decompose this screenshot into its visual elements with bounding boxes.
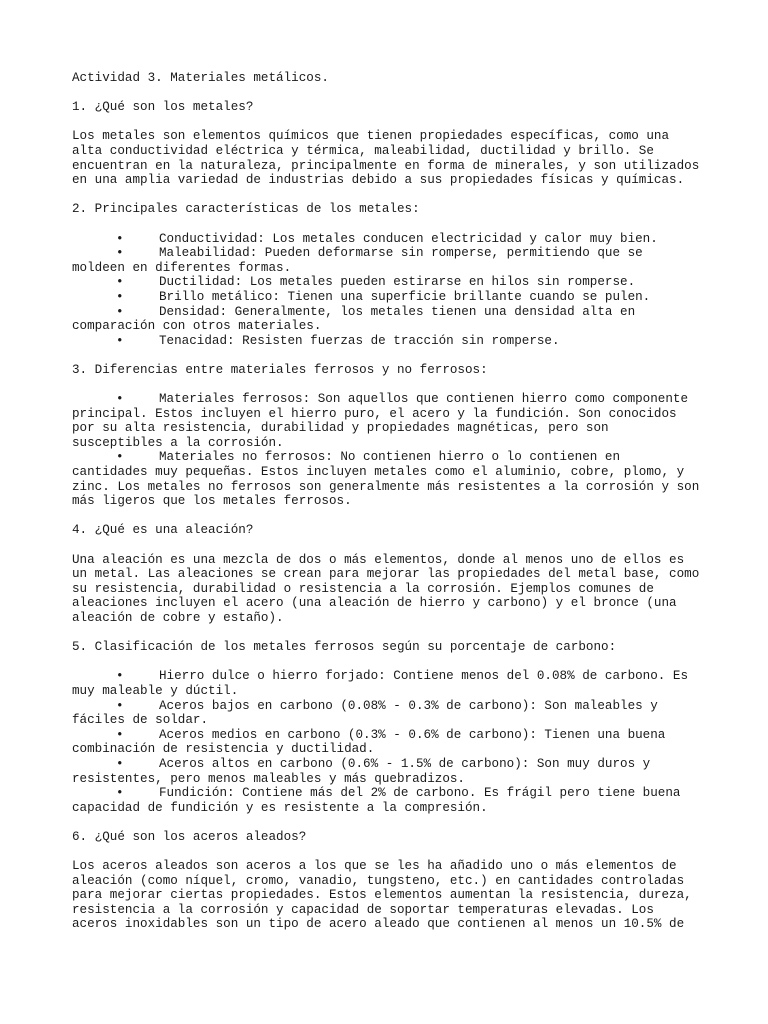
section-heading: 4. ¿Qué es una aleación? xyxy=(72,523,254,538)
bullet-continuation: principal. Estos incluyen el hierro puro, el acero y la fundición. Son conocidos xyxy=(72,406,677,421)
section-4 xyxy=(72,523,708,640)
bullet-continuation: muy maleable y dúctil. xyxy=(72,683,239,698)
bullet-item xyxy=(72,246,708,261)
bullet-icon: • xyxy=(116,669,124,684)
bullet-continuation: resistentes, pero menos maleables y más quebradizos. xyxy=(72,771,465,786)
paragraph-line: aleación de cobre y estaño). xyxy=(72,610,284,625)
bullet-item xyxy=(72,334,708,349)
paragraph-line: encuentran en la naturaleza, principalmente en forma de minerales, y son utilizados xyxy=(72,158,700,173)
bullet-icon: • xyxy=(116,392,124,407)
bullet-continuation: susceptibles a la corrosión. xyxy=(72,435,284,450)
bullet-continuation: combinación de resistencia y ductilidad. xyxy=(72,742,375,757)
bullet-text: Fundición: Contiene más del 2% de carbono. Es frágil pero tiene buena xyxy=(159,786,681,801)
paragraph-line: alta conductividad eléctrica y térmica, maleabilidad, ductilidad y brillo. Se xyxy=(72,143,654,158)
bullet-continuation: comparación con otros materiales. xyxy=(72,319,322,334)
bullet-icon: • xyxy=(116,246,124,261)
bullet-text: Tenacidad: Resisten fuerzas de tracción sin romperse. xyxy=(159,333,560,348)
bullet-item xyxy=(72,232,708,247)
bullet-item xyxy=(72,450,708,465)
paragraph-line: un metal. Las aleaciones se crean para mejorar las propiedades del metal base, como xyxy=(72,567,700,582)
document-title: Actividad 3. Materiales metálicos. xyxy=(72,71,329,85)
paragraph-line: en una amplia variedad de industrias debido a sus propiedades físicas y químicas. xyxy=(72,173,685,188)
bullet-continuation: más ligeros que los metales ferrosos. xyxy=(72,494,352,509)
paragraph-line: resistencia a la corrosión y capacidad de soportar temperaturas elevadas. Los xyxy=(72,902,654,917)
bullet-icon: • xyxy=(116,756,124,771)
section-3 xyxy=(72,363,708,524)
paragraph-line: aceros inoxidables son un tipo de acero aleado que contienen al menos un 10.5% de xyxy=(72,917,685,932)
section-heading: 1. ¿Qué son los metales? xyxy=(72,100,254,115)
bullet-icon: • xyxy=(116,450,124,465)
bullet-text: Hierro dulce o hierro forjado: Contiene menos del 0.08% de carbono. Es xyxy=(159,669,689,684)
bullet-item xyxy=(72,728,708,743)
paragraph-line: aleación (como níquel, cromo, vanadio, tungsteno, etc.) en cantidades controladas xyxy=(72,873,685,888)
section-heading: 6. ¿Qué son los aceros aleados? xyxy=(72,829,307,844)
paragraph-line: Una aleación es una mezcla de dos o más elementos, donde al menos uno de ellos es xyxy=(72,552,685,567)
bullet-text: Materiales no ferrosos: No contienen hierro o lo contienen en xyxy=(159,450,621,465)
section-heading: 5. Clasificación de los metales ferrosos según su porcentaje de carbono: xyxy=(72,640,617,655)
bullet-item xyxy=(72,290,708,305)
bullet-text: Conductividad: Los metales conducen electricidad y calor muy bien. xyxy=(159,231,658,246)
paragraph-line: para mejorar ciertas propiedades. Estos elementos aumentan la resistencia, dureza, xyxy=(72,888,692,903)
bullet-continuation: por su alta resistencia, durabilidad y propiedades magnéticas, pero son xyxy=(72,421,609,436)
bullet-text: Materiales ferrosos: Son aquellos que contienen hierro como componente xyxy=(159,392,689,407)
bullet-text: Aceros altos en carbono (0.6% - 1.5% de carbono): Son muy duros y xyxy=(159,756,651,771)
section-6 xyxy=(72,830,708,932)
bullet-text: Ductilidad: Los metales pueden estirarse en hilos sin romperse. xyxy=(159,275,636,290)
bullet-text: Aceros medios en carbono (0.3% - 0.6% de carbono): Tienen una buena xyxy=(159,727,666,742)
bullet-item xyxy=(72,699,708,714)
paragraph-line: aleaciones incluyen el acero (una aleación de hierro y carbono) y el bronce (una xyxy=(72,596,677,611)
bullet-item xyxy=(72,786,708,801)
bullet-icon: • xyxy=(116,786,124,801)
bullet-text: Densidad: Generalmente, los metales tienen una densidad alta en xyxy=(159,304,636,319)
section-heading: 3. Diferencias entre materiales ferrosos y no ferrosos: xyxy=(72,362,488,377)
bullet-continuation: moldeen en diferentes formas. xyxy=(72,260,292,275)
bullet-continuation: fáciles de soldar. xyxy=(72,713,209,728)
bullet-continuation: zinc. Los metales no ferrosos son generalmente más resistentes a la corrosión y son xyxy=(72,479,700,494)
bullet-item xyxy=(72,392,708,407)
bullet-text: Maleabilidad: Pueden deformarse sin romperse, permitiendo que se xyxy=(159,246,643,261)
section-1 xyxy=(72,100,708,202)
bullet-icon: • xyxy=(116,727,124,742)
bullet-icon: • xyxy=(116,231,124,246)
section-heading: 2. Principales características de los metales: xyxy=(72,202,420,217)
bullet-item xyxy=(72,275,708,290)
paragraph-line: su resistencia, durabilidad o resistencia a la corrosión. Ejemplos comunes de xyxy=(72,581,654,596)
bullet-icon: • xyxy=(116,275,124,290)
bullet-continuation: cantidades muy pequeñas. Estos incluyen metales como el aluminio, cobre, plomo, y xyxy=(72,465,685,480)
bullet-icon: • xyxy=(116,333,124,348)
bullet-icon: • xyxy=(116,698,124,713)
paragraph-line: Los metales son elementos químicos que tienen propiedades específicas, como una xyxy=(72,129,670,144)
bullet-continuation: capacidad de fundición y es resistente a la compresión. xyxy=(72,800,488,815)
bullet-icon: • xyxy=(116,289,124,304)
bullet-text: Brillo metálico: Tienen una superficie brillante cuando se pulen. xyxy=(159,289,651,304)
bullet-item xyxy=(72,305,708,320)
bullet-item xyxy=(72,669,708,684)
paragraph-line: Los aceros aleados son aceros a los que se les ha añadido uno o más elementos de xyxy=(72,859,677,874)
bullet-text: Aceros bajos en carbono (0.08% - 0.3% de carbono): Son maleables y xyxy=(159,698,658,713)
section-2 xyxy=(72,202,708,363)
section-5 xyxy=(72,640,708,830)
bullet-icon: • xyxy=(116,304,124,319)
bullet-item xyxy=(72,757,708,772)
